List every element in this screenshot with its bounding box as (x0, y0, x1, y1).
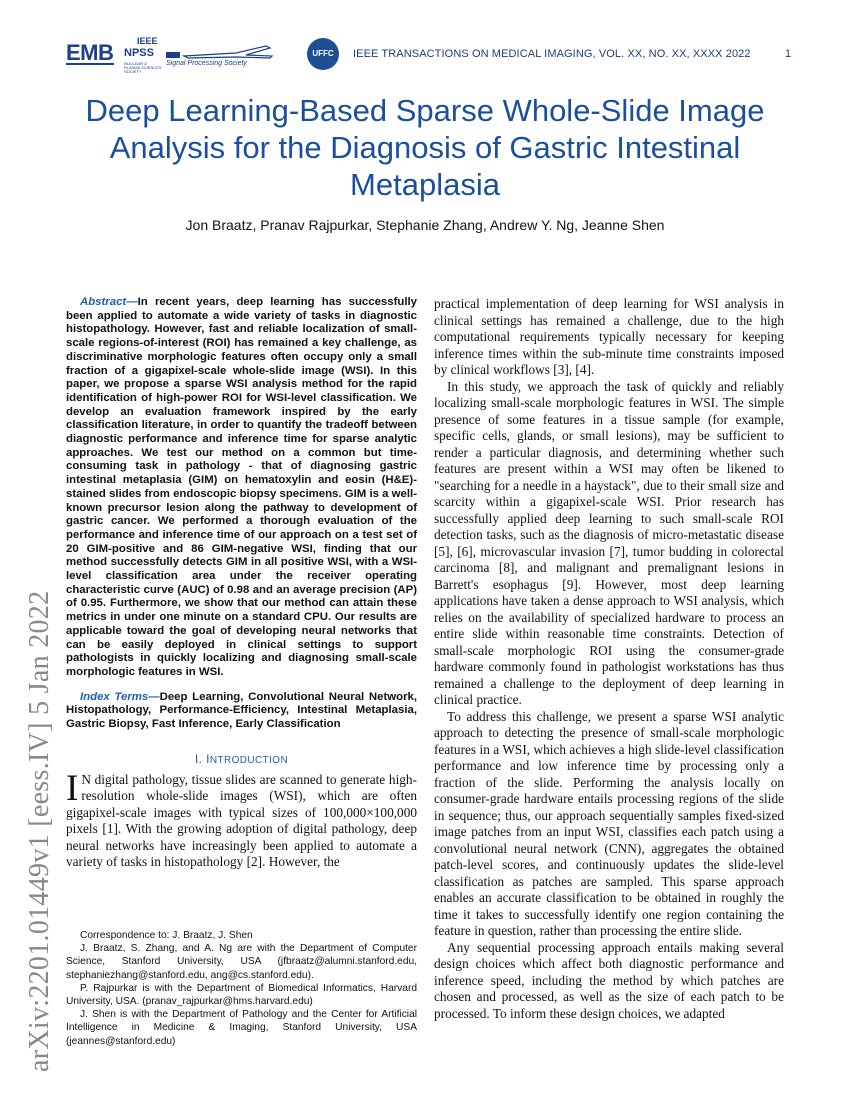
aircraft-icon (166, 44, 274, 60)
paper-title: Deep Learning-Based Sparse Whole-Slide Image Analysis for the Diagnosis of Gastric Intestinal Metaplasia (85, 93, 765, 202)
emb-logo-underline (66, 63, 114, 71)
ieee-logo-text: IEEE (137, 36, 158, 46)
footnote-affiliation-harvard: P. Rajpurkar is with the Department of Biomedical Informatics, Harvard University, USA. (pranav_rajpurkar@hms.harvard.edu) (66, 982, 417, 1008)
body-paragraph: In this study, we approach the task of quickly and reliably localizing small-scale morphologic features in WSI. The simple presence of some features in a tissue sample (for example, specific cells, glands, or small lesions), may be sufficient to render a particular diagnosis, and determining whether such features are present within a WSI may often be likened to "searching for a needle in a haystack", due to their small size and scarcity within a gigapixel-scale WSI. Prior research has successfully applied deep learning to such small-scale ROI detection tasks, such as the diagnosis of micro-metastatic disease [5], [6], microvascular invasion [7], tumor budding in colorectal carcinoma [8], and malignant and premalignant lesions in Barrett's esophagus [9]. However, most deep learning applications have taken a dense approach to WSI analysis, which relies on the availability of specialized hardware to process an entire slide within reasonable time constraints. Detection of small-scale morphologic ROI using the consumer-grade hardware commonly found in pathologist workstations has thus remained a challenge to the deployment of deep learning in clinical practice. (434, 378, 784, 707)
journal-header (0, 0, 850, 90)
index-terms (66, 691, 417, 732)
abstract (66, 296, 417, 680)
body-paragraph: Any sequential processing approach entails making several design choices which affect both diagnostic performance and inference speed, including the method by which patches are chosen and processed, as well as the size of each patch to be processed. To inform these design choices, we adapted (434, 939, 784, 1021)
body-paragraph: To address this challenge, we present a sparse WSI analytic approach to detecting the presence of small-scale morphologic features in a WSI, which achieves a high slide-level classification performance and low inference time by processing only a fraction of the slide. Performing the analysis locally on consumer-grade hardware entails processing regions of the slide in sequence; thus, our approach sequentially samples fixed-sized image patches from an input WSI, classifies each patch using a convolutional neural network (CNN), aggregates the obtained patch-level scores, and continuously updates the slide-level classification as patches are sampled. This sparse approach enables an accurate classification to be obtained in roughly the time it takes to successfully identify one region containing the feature in question, rather than processing the entire slide. (434, 708, 784, 938)
page-number: 1 (785, 48, 792, 60)
footnote-affiliation-stanford-cs: J. Braatz, S. Zhang, and A. Ng are with the Department of Computer Science, Stanford University, USA (jfbraatz@alumni.stanford.edu, stephaniezhang@stanford.edu, ang@cs.stanford.edu). (66, 943, 417, 981)
index-terms-label: Index Terms (80, 690, 149, 703)
abstract-label: Abstract (80, 296, 127, 308)
arxiv-stamp: arXiv:2201.01449v1 [eess.IV] 5 Jan 2022 (24, 590, 55, 1072)
sps-logo-text: Signal Processing Society (166, 60, 247, 67)
section-number: I. (194, 751, 203, 766)
right-column (434, 296, 784, 1022)
section-title-first: I (206, 751, 210, 766)
emb-logo: EMB (66, 40, 114, 65)
npss-logo-text: NPSS (124, 47, 154, 59)
footnotes (66, 929, 417, 1048)
footnote-affiliation-stanford-pathology: J. Shen is with the Department of Pathology and the Center for Artificial Intelligence in Medicine & Imaging, Stanford University, USA (jeannes@stanford.edu) (66, 1009, 417, 1047)
running-head: IEEE TRANSACTIONS ON MEDICAL IMAGING, VOL. XX, NO. XX, XXXX 2022 (353, 48, 751, 60)
intro-paragraph-text: N digital pathology, tissue slides are scanned to generate high-resolution whole-slide images (WSI), which are often gigapixel-scale images with typical sizes of 100,000×100,000 pixels [1]. With the growing adoption of digital pathology, deep neural networks have increasingly been applied to automate a variety of tasks in histopathology [2]. However, the (66, 771, 417, 870)
ieee-npss-logo (124, 36, 162, 72)
intro-paragraph (66, 767, 417, 871)
npss-logo-subtext: NUCLEAR & PLASMA SCIENCES SOCIETY (124, 61, 162, 74)
author-list: Jon Braatz, Pranav Rajpurkar, Stephanie Zhang, Andrew Y. Ng, Jeanne Shen (185, 217, 665, 233)
abstract-dash: — (126, 296, 138, 308)
abstract-text: In recent years, deep learning has successfully been applied to automate a wide variety of tasks in diagnostic histopathology. However, fast and reliable localization of small-scale regions-of-interest (ROI) has remained a key challenge, as discriminative morphologic features often occupy only a small fraction of a gigapixel-scale whole-slide image (WSI). In this paper, we propose a sparse WSI analysis method for the rapid identification of high-power ROI for WSI-level classification. We develop an evaluation framework inspired by the early classification literature, in order to quantify the tradeoff between diagnostic performance and inference time for sparse analytic approaches. We test our method on a common but time-consuming task in pathology - that of diagnosing gastric intestinal metaplasia (GIM) on hematoxylin and eosin (H&E)-stained slides from endoscopic biopsy specimens. GIM is a well-known precursor lesion along the pathway to development of gastric cancer. We performed a thorough evaluation of the performance and inference time of our approach on a test set of 20 GIM-positive and 86 GIM-negative WSI, finding that our method successfully detects GIM in all positive WSI, with a WSI-level classification area under the receiver operating characteristic curve (AUC) of 0.98 and an average precision (AP) of 0.95. Furthermore, we show that our method can attain these metrics in under one minute on a standard CPU. Our results are applicable toward the goal of developing neural networks that can be easily deployed in clinical settings to support pathologists in quickly localizing and diagnosing small-scale morphologic features in WSI. (66, 296, 417, 678)
signal-processing-society-logo (166, 44, 274, 72)
footnote-correspondence: Correspondence to: J. Braatz, J. Shen (80, 930, 253, 941)
section-title-rest: NTRODUCTION (209, 754, 289, 766)
index-terms-text: Deep Learning, Convolutional Neural Network, Histopathology, Performance-Efficiency, Intestinal Metaplasia, Gastric Biopsy, Fast Inference, Early Classification (66, 690, 417, 731)
drop-cap: I (66, 767, 79, 809)
body-paragraph: practical implementation of deep learning for WSI analysis in clinical settings has remained a challenge, due to the high computational requirements typically necessary for keeping inference times within the sub-minute time constraints imposed by clinical workflows [3], [4]. (434, 296, 784, 377)
uffc-logo: UFFC (307, 38, 339, 70)
index-terms-dash: — (148, 690, 160, 703)
left-column (66, 296, 417, 871)
section-heading-introduction (66, 752, 417, 766)
